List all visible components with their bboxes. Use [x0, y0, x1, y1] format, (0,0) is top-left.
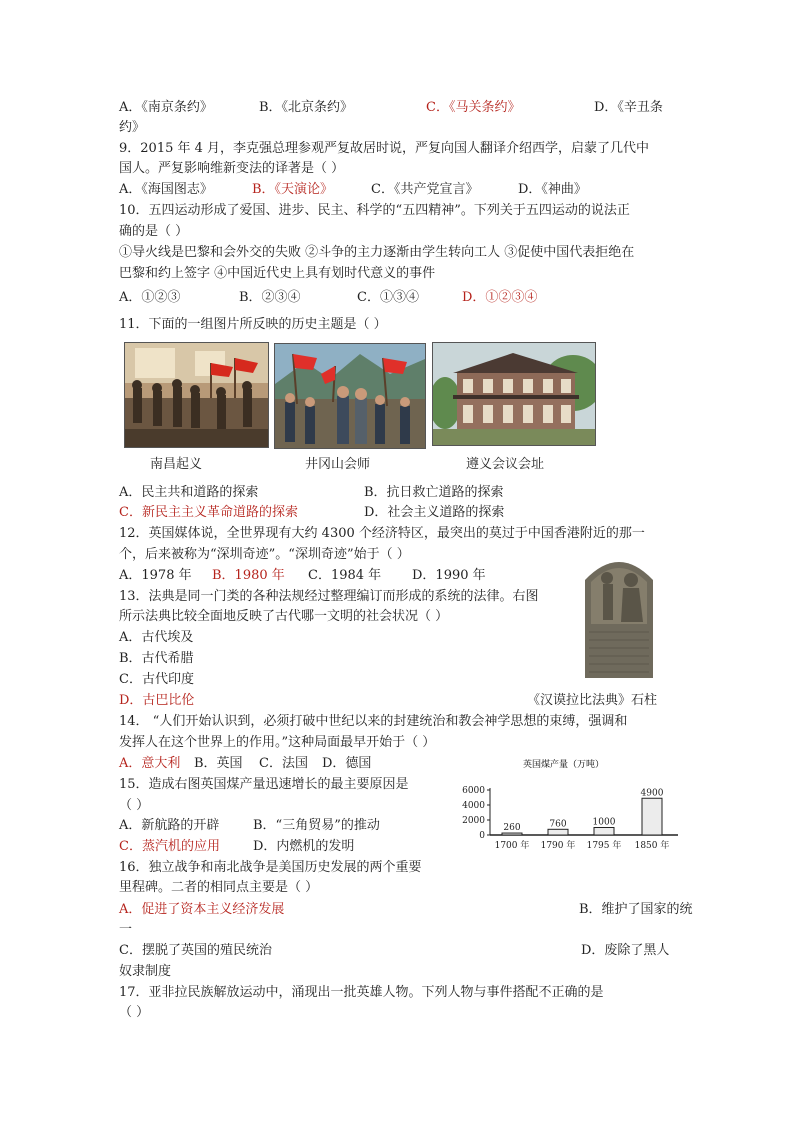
q15-option-b: B．“三角贸易”的推动 — [253, 818, 380, 833]
chart-x-tick-label: 1790 年 — [540, 841, 576, 851]
q16-option-d: D．废除了黑人 — [581, 943, 670, 958]
hammurabi-stele-caption: 《汉谟拉比法典》石柱 — [527, 693, 658, 708]
q9-option-a: A．《海国图志》 — [119, 182, 213, 197]
q9-stem-line2: 国人。严复影响维新变法的译著是（ ） — [119, 161, 345, 176]
q11-option-d: D．社会主义道路的探索 — [364, 505, 505, 520]
q12-option-b: B．1980 年 — [212, 568, 285, 583]
q16-option-b: B．维护了国家的统 — [579, 902, 693, 917]
q15-option-c: C．蒸汽机的应用 — [119, 839, 220, 854]
q16-option-b-cont: 一 — [119, 922, 133, 937]
q14-stem-line1: 14． “人们开始认识到，必须打破中世纪以来的封建统治和教会神学思想的束缚，强调和 — [119, 714, 628, 729]
q14-option-d: D．德国 — [322, 756, 372, 771]
q11-option-a: A．民主共和道路的探索 — [119, 485, 259, 500]
q11-stem: 11．下面的一组图片所反映的历史主题是（ ） — [119, 317, 387, 332]
q12-option-a: A．1978 年 — [119, 568, 192, 583]
q10-option-a: A．①②③ — [119, 290, 181, 305]
chart-x-labels — [495, 839, 670, 851]
hammurabi-stele-image — [577, 550, 661, 678]
q13-option-c: C．古代印度 — [119, 672, 194, 687]
chart-y-tick-label: 2000 — [462, 816, 485, 826]
q12-stem-line1: 12．英国媒体说，全世界现有大约 4300 个经济特区，最突出的莫过于中国香港附近的那一 — [119, 526, 645, 541]
q10-statements-line2: 巴黎和约上签字 ④中国近代史上具有划时代意义的事件 — [119, 266, 436, 281]
q10-statements-line1: ①导火线是巴黎和会外交的失败 ②斗争的主力逐渐由学生转向工人 ③促使中国代表拒绝在 — [119, 245, 635, 260]
q10-option-b: B．②③④ — [239, 290, 301, 305]
q8-option-a: A．《南京条约》 — [119, 100, 213, 115]
chart-bars — [502, 788, 664, 835]
q14-option-c: C．法国 — [259, 756, 308, 771]
q14-option-b: B．英国 — [194, 756, 243, 771]
q13-stem-line1: 13．法典是同一门类的各种法规经过整理编订而形成的系统的法律。右图 — [119, 589, 539, 604]
nanchang-uprising-image — [124, 342, 269, 448]
chart-bar — [548, 829, 568, 835]
q13-option-b: B．古代希腊 — [119, 651, 194, 666]
q15-stem-line1: 15．造成右图英国煤产量迅速增长的最主要原因是 — [119, 777, 409, 792]
chart-y-tick-label: 4000 — [462, 801, 485, 811]
zunyi-meeting-site-image — [432, 342, 596, 446]
chart-bar — [642, 798, 662, 835]
q13-option-d: D．古巴比伦 — [119, 693, 195, 708]
q9-stem-line1: 9．2015 年 4 月，李克强总理参观严复故居时说，严复向国人翻译介绍西学，启蒙了几代中 — [119, 141, 650, 156]
q14-option-a: A．意大利 — [119, 756, 181, 771]
chart-bar-value-label: 760 — [549, 819, 567, 830]
caption-zunyi: 遵义会议会址 — [466, 457, 545, 472]
caption-jinggangshan: 井冈山会师 — [305, 457, 371, 472]
q9-option-b: B．《天演论》 — [252, 182, 334, 197]
q17-stem-line1: 17．亚非拉民族解放运动中，涌现出一批英雄人物。下列人物与事件搭配不正确的是 — [119, 985, 604, 1000]
zunyi-building-photo — [433, 343, 595, 445]
q10-stem-line2: 确的是（ ） — [119, 224, 189, 239]
q15-option-d: D．内燃机的发明 — [253, 839, 355, 854]
chart-bar — [502, 833, 522, 835]
chart-bar-value-label: 4900 — [640, 788, 664, 799]
q8-option-c: C．《马关条约》 — [426, 100, 521, 115]
q8-option-d: D．《辛丑条 — [594, 100, 663, 115]
q8-option-b: B．《北京条约》 — [259, 100, 354, 115]
q15-option-a: A．新航路的开辟 — [119, 818, 220, 833]
chart-y-tick-label: 6000 — [462, 786, 485, 796]
q11-option-b: B．抗日救亡道路的探索 — [364, 485, 504, 500]
chart-title: 英国煤产量（万吨） — [523, 760, 605, 770]
q16-option-a: A．促进了资本主义经济发展 — [119, 902, 285, 917]
jinggangshan-painting — [275, 344, 425, 448]
q9-option-c: C．《共产党宣言》 — [371, 182, 479, 197]
chart-bar-value-label: 260 — [503, 823, 521, 834]
chart-y-ticks — [462, 786, 490, 841]
nanchang-uprising-painting — [125, 343, 268, 447]
q14-stem-line2: 发挥人在这个世界上的作用。”这种局面最早开始于（ ） — [119, 735, 436, 750]
q12-option-d: D．1990 年 — [412, 568, 486, 583]
chart-x-tick-label: 1850 年 — [634, 841, 670, 851]
q10-stem-line1: 10．五四运动形成了爱国、进步、民主、科学的“五四精神”。下列关于五四运动的说法正 — [119, 203, 630, 218]
q9-option-d: D．《神曲》 — [518, 182, 587, 197]
chart-y-tick-label: 0 — [479, 831, 485, 841]
chart-x-tick-label: 1795 年 — [586, 841, 622, 851]
q16-stem-line1: 16．独立战争和南北战争是美国历史发展的两个重要 — [119, 860, 422, 875]
q12-stem-line2: 个，后来被称为“深圳奇迹”。“深圳奇迹”始于（ ） — [119, 547, 410, 562]
q15-stem-line2: （ ） — [119, 798, 150, 813]
q16-option-c: C．摆脱了英国的殖民统治 — [119, 943, 272, 958]
jinggangshan-image — [274, 343, 426, 449]
q11-option-c: C．新民主主义革命道路的探索 — [119, 505, 298, 520]
q17-stem-line2: （ ） — [119, 1005, 150, 1020]
q13-option-a: A．古代埃及 — [119, 630, 194, 645]
q8-option-d-cont: 约》 — [119, 120, 146, 135]
q16-stem-line2: 里程碑。二者的相同点主要是（ ） — [119, 880, 319, 895]
chart-bar — [594, 828, 614, 836]
q13-stem-line2: 所示法典比较全面地反映了古代哪一文明的社会状况（ ） — [119, 609, 449, 624]
hammurabi-stele-photo — [577, 550, 661, 678]
q10-option-c: C．①③④ — [357, 290, 419, 305]
caption-nanchang-uprising: 南昌起义 — [150, 457, 203, 472]
coal-production-chart — [455, 755, 685, 855]
q16-option-d-cont: 奴隶制度 — [119, 964, 172, 979]
chart-bar-value-label: 1000 — [592, 817, 616, 828]
q12-option-c: C．1984 年 — [308, 568, 382, 583]
q10-option-d: D．①②③④ — [462, 290, 538, 305]
chart-x-tick-label: 1700 年 — [494, 841, 530, 851]
